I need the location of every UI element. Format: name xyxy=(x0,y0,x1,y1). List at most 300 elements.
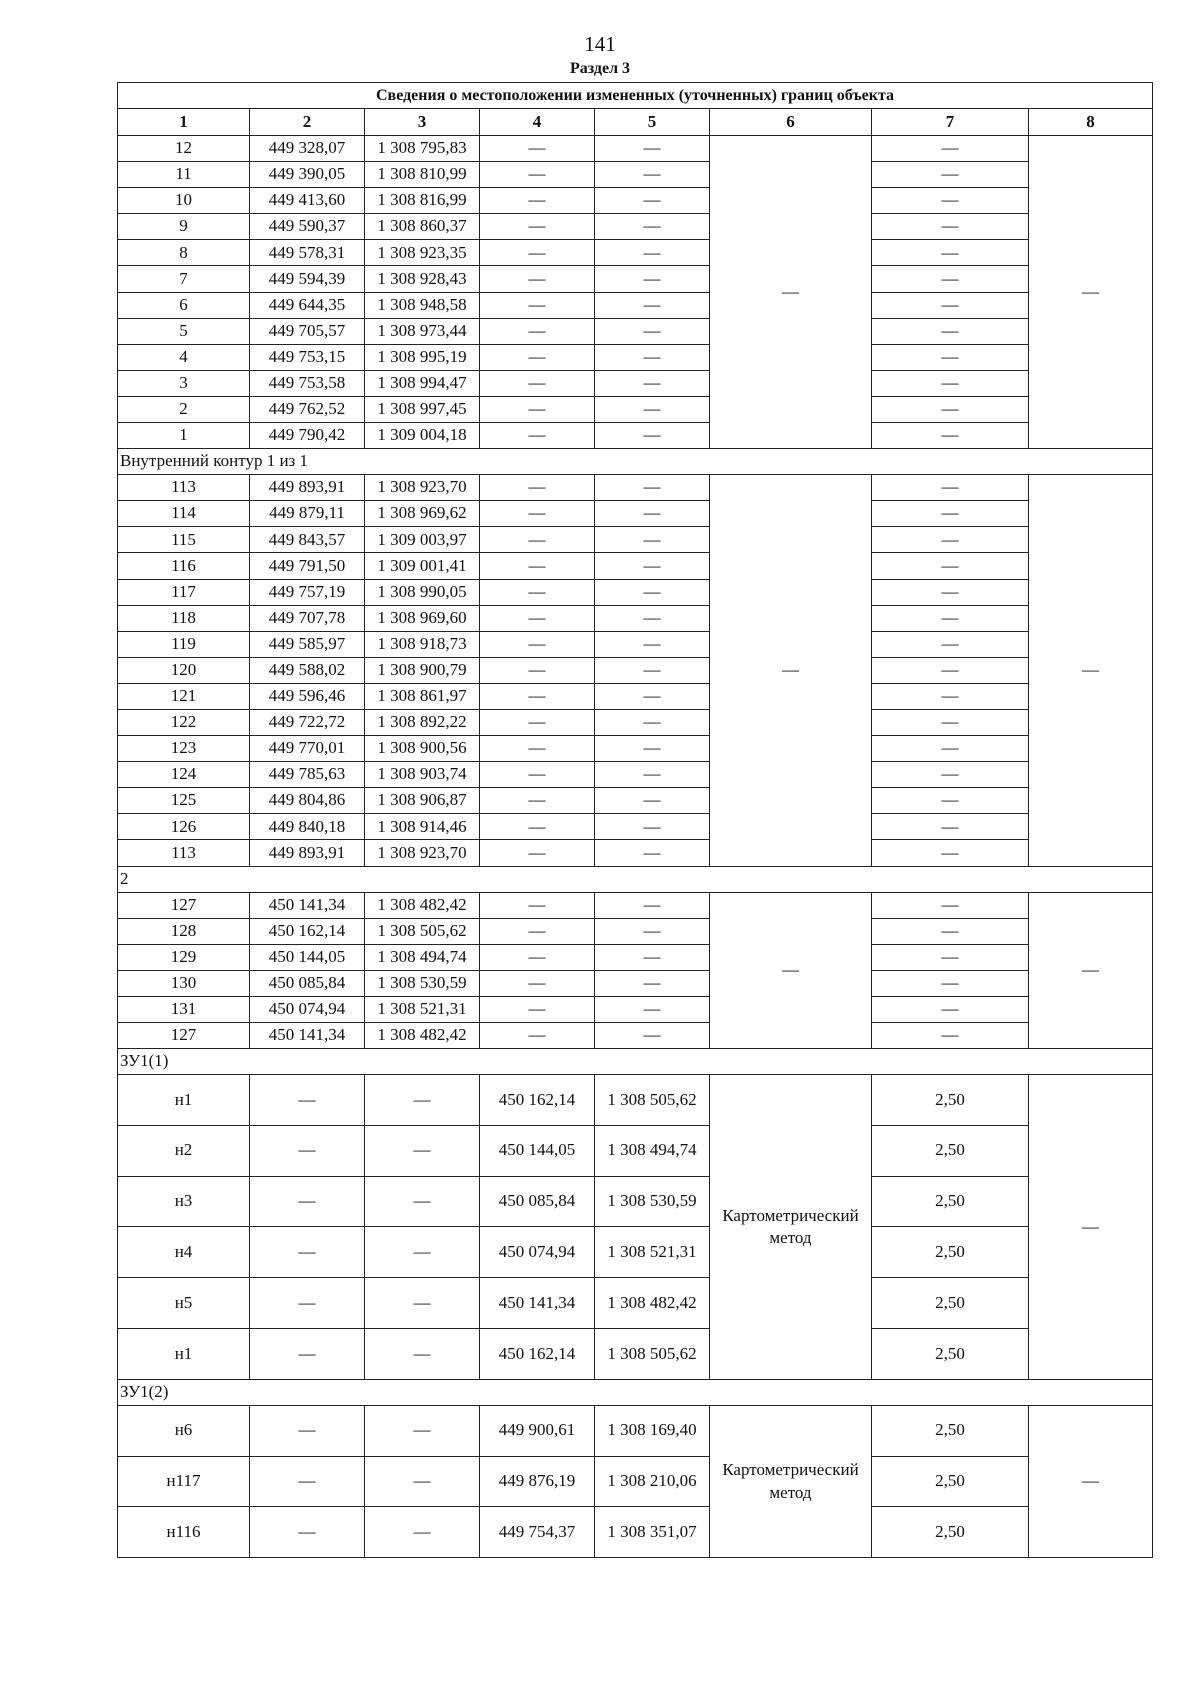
table-cell: — xyxy=(480,788,595,814)
table-cell: 1 308 997,45 xyxy=(365,396,480,422)
table-cell: 1 308 861,97 xyxy=(365,683,480,709)
table-cell: 1 308 351,07 xyxy=(595,1507,710,1558)
table-row xyxy=(118,1507,1153,1558)
table-cell: — xyxy=(595,579,710,605)
table-row xyxy=(118,475,1153,501)
table-cell: 1 308 969,62 xyxy=(365,501,480,527)
table-cell: — xyxy=(872,814,1029,840)
table-row xyxy=(118,1278,1153,1329)
table-row xyxy=(118,344,1153,370)
method-cell: — xyxy=(710,475,872,866)
contour-header: 2 xyxy=(118,866,1153,892)
table-cell: — xyxy=(480,1023,595,1049)
table-cell: 1 309 004,18 xyxy=(365,423,480,449)
table-cell: — xyxy=(872,970,1029,996)
column-header: 8 xyxy=(1029,109,1153,136)
column-header: 1 xyxy=(118,109,250,136)
table-row xyxy=(118,318,1153,344)
table-cell: — xyxy=(365,1456,480,1507)
table-cell: 449 879,11 xyxy=(250,501,365,527)
table-cell: — xyxy=(595,892,710,918)
table-cell: — xyxy=(250,1227,365,1278)
table-cell: 119 xyxy=(118,631,250,657)
table-row xyxy=(118,292,1153,318)
table-row xyxy=(118,1405,1153,1456)
table-cell: 449 876,19 xyxy=(480,1456,595,1507)
table-row xyxy=(118,970,1153,996)
table-cell: — xyxy=(872,214,1029,240)
table-cell: 7 xyxy=(118,266,250,292)
table-cell: — xyxy=(872,683,1029,709)
table-cell: 449 804,86 xyxy=(250,788,365,814)
table-row xyxy=(118,918,1153,944)
table-row xyxy=(118,788,1153,814)
table-cell: — xyxy=(480,683,595,709)
table-cell: 449 585,97 xyxy=(250,631,365,657)
table-cell: 1 308 210,06 xyxy=(595,1456,710,1507)
table-cell: — xyxy=(480,475,595,501)
table-cell: — xyxy=(872,579,1029,605)
table-cell: 2 xyxy=(118,396,250,422)
table-cell: 450 162,14 xyxy=(250,918,365,944)
table-cell: 449 596,46 xyxy=(250,683,365,709)
table-cell: — xyxy=(872,944,1029,970)
table-cell: 123 xyxy=(118,736,250,762)
table-cell: н4 xyxy=(118,1227,250,1278)
table-cell: — xyxy=(480,840,595,866)
table-cell: — xyxy=(872,501,1029,527)
table-cell: 450 162,14 xyxy=(480,1075,595,1126)
table-cell: 118 xyxy=(118,605,250,631)
table-cell: — xyxy=(595,709,710,735)
table-row xyxy=(118,214,1153,240)
table-cell: — xyxy=(595,292,710,318)
table-row xyxy=(118,1176,1153,1227)
table-cell: 126 xyxy=(118,814,250,840)
table-cell: 449 390,05 xyxy=(250,162,365,188)
table-cell: 2,50 xyxy=(872,1125,1029,1176)
table-cell: 1 308 914,46 xyxy=(365,814,480,840)
table-cell: — xyxy=(480,970,595,996)
table-cell: 115 xyxy=(118,527,250,553)
contour-header-row xyxy=(118,1379,1153,1405)
table-cell: — xyxy=(595,136,710,162)
method-cell: — xyxy=(710,892,872,1049)
table-cell: 12 xyxy=(118,136,250,162)
table-cell: — xyxy=(872,370,1029,396)
table-cell: 11 xyxy=(118,162,250,188)
table-cell: 120 xyxy=(118,657,250,683)
table-cell: 449 893,91 xyxy=(250,840,365,866)
table-row xyxy=(118,736,1153,762)
table-cell: — xyxy=(480,292,595,318)
table-cell: — xyxy=(365,1278,480,1329)
table-row xyxy=(118,370,1153,396)
table-cell: — xyxy=(595,683,710,709)
table-row xyxy=(118,683,1153,709)
table-cell: — xyxy=(250,1125,365,1176)
table-cell: 2,50 xyxy=(872,1227,1029,1278)
table-row xyxy=(118,527,1153,553)
table-cell: 113 xyxy=(118,475,250,501)
table-cell: 449 707,78 xyxy=(250,605,365,631)
table-cell: 1 308 860,37 xyxy=(365,214,480,240)
contour-header: ЗУ1(2) xyxy=(118,1379,1153,1405)
table-cell: — xyxy=(595,318,710,344)
merged-cell: — xyxy=(1029,136,1153,449)
page-number: 141 xyxy=(584,32,616,56)
table-row xyxy=(118,579,1153,605)
table-cell: 1 308 505,62 xyxy=(595,1329,710,1380)
table-cell: 1 309 001,41 xyxy=(365,553,480,579)
table-row xyxy=(118,762,1153,788)
table-cell: н5 xyxy=(118,1278,250,1329)
table-cell: н3 xyxy=(118,1176,250,1227)
table-cell: — xyxy=(480,527,595,553)
table-cell: 1 308 969,60 xyxy=(365,605,480,631)
table-cell: 449 754,37 xyxy=(480,1507,595,1558)
table-cell: — xyxy=(365,1075,480,1126)
table-cell: 450 144,05 xyxy=(250,944,365,970)
table-row xyxy=(118,423,1153,449)
table-cell: — xyxy=(595,1023,710,1049)
table-cell: — xyxy=(872,475,1029,501)
table-cell: 2,50 xyxy=(872,1075,1029,1126)
table-cell: — xyxy=(872,188,1029,214)
table-cell: 1 308 795,83 xyxy=(365,136,480,162)
table-cell: — xyxy=(872,762,1029,788)
table-cell: — xyxy=(250,1176,365,1227)
method-cell: — xyxy=(710,136,872,449)
table-cell: н2 xyxy=(118,1125,250,1176)
table-cell: 450 085,84 xyxy=(480,1176,595,1227)
table-cell: 449 840,18 xyxy=(250,814,365,840)
table-cell: — xyxy=(480,579,595,605)
table-cell: — xyxy=(595,553,710,579)
table-cell: 449 328,07 xyxy=(250,136,365,162)
table-cell: 1 308 494,74 xyxy=(365,944,480,970)
table-cell: 8 xyxy=(118,240,250,266)
table-cell: 449 590,37 xyxy=(250,214,365,240)
table-cell: 449 753,15 xyxy=(250,344,365,370)
table-cell: 449 753,58 xyxy=(250,370,365,396)
table-cell: 450 144,05 xyxy=(480,1125,595,1176)
table-row xyxy=(118,1329,1153,1380)
merged-cell: — xyxy=(1029,892,1153,1049)
table-cell: — xyxy=(595,475,710,501)
table-cell: — xyxy=(595,814,710,840)
table-cell: — xyxy=(595,605,710,631)
table-row xyxy=(118,1075,1153,1126)
table-row xyxy=(118,814,1153,840)
table-cell: — xyxy=(872,292,1029,318)
table-row xyxy=(118,631,1153,657)
table-cell: — xyxy=(480,266,595,292)
table-cell: 1 308 521,31 xyxy=(595,1227,710,1278)
table-cell: 1 308 482,42 xyxy=(365,1023,480,1049)
table-cell: — xyxy=(595,344,710,370)
table-cell: — xyxy=(595,657,710,683)
table-cell: — xyxy=(595,396,710,422)
table-cell: — xyxy=(595,631,710,657)
table-cell: 127 xyxy=(118,1023,250,1049)
table-cell: 1 308 923,35 xyxy=(365,240,480,266)
table-cell: 1 308 482,42 xyxy=(365,892,480,918)
table-cell: — xyxy=(480,396,595,422)
table-cell: 2,50 xyxy=(872,1405,1029,1456)
table-cell: — xyxy=(595,970,710,996)
table-cell: — xyxy=(365,1227,480,1278)
table-cell: — xyxy=(872,736,1029,762)
section-title: Раздел 3 xyxy=(569,60,631,77)
table-cell: — xyxy=(595,266,710,292)
table-cell: 449 413,60 xyxy=(250,188,365,214)
table-cell: н1 xyxy=(118,1075,250,1126)
table-cell: 2,50 xyxy=(872,1329,1029,1380)
table-row xyxy=(118,1456,1153,1507)
table-cell: 450 162,14 xyxy=(480,1329,595,1380)
table-cell: — xyxy=(595,162,710,188)
table-cell: н6 xyxy=(118,1405,250,1456)
table-cell: н117 xyxy=(118,1456,250,1507)
table-cell: — xyxy=(480,162,595,188)
table-cell: — xyxy=(480,605,595,631)
table-row xyxy=(118,996,1153,1022)
table-cell: — xyxy=(250,1329,365,1380)
table-cell: 4 xyxy=(118,344,250,370)
boundary-coordinates-table xyxy=(117,82,1153,1558)
table-cell: 1 308 973,44 xyxy=(365,318,480,344)
table-cell: — xyxy=(250,1278,365,1329)
table-cell: 121 xyxy=(118,683,250,709)
table-cell: 449 790,42 xyxy=(250,423,365,449)
table-cell: 2,50 xyxy=(872,1507,1029,1558)
column-header: 4 xyxy=(480,109,595,136)
table-cell: 130 xyxy=(118,970,250,996)
table-cell: н116 xyxy=(118,1507,250,1558)
table-cell: 9 xyxy=(118,214,250,240)
table-cell: 1 308 928,43 xyxy=(365,266,480,292)
table-cell: — xyxy=(480,814,595,840)
table-cell: — xyxy=(480,501,595,527)
table-cell: — xyxy=(872,240,1029,266)
table-cell: — xyxy=(595,918,710,944)
table-cell: — xyxy=(480,944,595,970)
table-cell: — xyxy=(872,657,1029,683)
table-cell: 1 308 948,58 xyxy=(365,292,480,318)
table-cell: 1 308 505,62 xyxy=(365,918,480,944)
table-cell: — xyxy=(480,553,595,579)
table-cell: 449 705,57 xyxy=(250,318,365,344)
table-cell: 449 762,52 xyxy=(250,396,365,422)
table-cell: — xyxy=(480,318,595,344)
table-cell: 5 xyxy=(118,318,250,344)
table-cell: 449 757,19 xyxy=(250,579,365,605)
table-cell: 449 785,63 xyxy=(250,762,365,788)
table-cell: 449 722,72 xyxy=(250,709,365,735)
table-cell: 1 308 494,74 xyxy=(595,1125,710,1176)
table-cell: — xyxy=(872,162,1029,188)
table-cell: — xyxy=(365,1125,480,1176)
table-cell: — xyxy=(595,840,710,866)
table-cell: 1 308 505,62 xyxy=(595,1075,710,1126)
table-cell: — xyxy=(480,423,595,449)
table-cell: 122 xyxy=(118,709,250,735)
table-cell: — xyxy=(595,527,710,553)
column-header: 3 xyxy=(365,109,480,136)
column-number-row xyxy=(118,109,1153,136)
table-cell: — xyxy=(480,240,595,266)
table-cell: — xyxy=(872,266,1029,292)
table-row xyxy=(118,553,1153,579)
table-cell: 6 xyxy=(118,292,250,318)
table-cell: — xyxy=(595,788,710,814)
table-cell: — xyxy=(595,188,710,214)
table-cell: 450 141,34 xyxy=(480,1278,595,1329)
table-cell: 10 xyxy=(118,188,250,214)
table-cell: 449 770,01 xyxy=(250,736,365,762)
table-cell: 131 xyxy=(118,996,250,1022)
table-cell: — xyxy=(595,736,710,762)
table-cell: 1 308 918,73 xyxy=(365,631,480,657)
column-header: 7 xyxy=(872,109,1029,136)
table-cell: — xyxy=(480,370,595,396)
table-cell: 450 141,34 xyxy=(250,1023,365,1049)
table-row xyxy=(118,709,1153,735)
table-cell: 449 578,31 xyxy=(250,240,365,266)
table-cell: 1 xyxy=(118,423,250,449)
table-cell: — xyxy=(480,188,595,214)
contour-header: Внутренний контур 1 из 1 xyxy=(118,449,1153,475)
table-cell: — xyxy=(480,657,595,683)
table-cell: 449 843,57 xyxy=(250,527,365,553)
table-cell: 1 309 003,97 xyxy=(365,527,480,553)
table-row xyxy=(118,892,1153,918)
table-cell: — xyxy=(480,214,595,240)
column-header: 6 xyxy=(710,109,872,136)
table-cell: 450 085,84 xyxy=(250,970,365,996)
table-cell: 124 xyxy=(118,762,250,788)
table-cell: 1 308 900,56 xyxy=(365,736,480,762)
table-row xyxy=(118,1125,1153,1176)
table-cell: 114 xyxy=(118,501,250,527)
table-row xyxy=(118,188,1153,214)
table-cell: — xyxy=(595,944,710,970)
table-cell: — xyxy=(480,709,595,735)
table-cell: — xyxy=(365,1329,480,1380)
table-cell: — xyxy=(872,344,1029,370)
table-cell: — xyxy=(872,605,1029,631)
table-cell: — xyxy=(872,527,1029,553)
table-cell: 1 308 923,70 xyxy=(365,475,480,501)
table-cell: 1 308 995,19 xyxy=(365,344,480,370)
table-row xyxy=(118,657,1153,683)
table-row xyxy=(118,944,1153,970)
table-row xyxy=(118,396,1153,422)
table-cell: 1 308 169,40 xyxy=(595,1405,710,1456)
table-cell: — xyxy=(872,709,1029,735)
table-cell: 113 xyxy=(118,840,250,866)
table-cell: — xyxy=(872,892,1029,918)
merged-cell: — xyxy=(1029,1405,1153,1557)
table-cell: — xyxy=(595,996,710,1022)
table-row xyxy=(118,136,1153,162)
table-cell: — xyxy=(250,1507,365,1558)
table-cell: 2,50 xyxy=(872,1278,1029,1329)
table-cell: — xyxy=(480,762,595,788)
table-row xyxy=(118,840,1153,866)
table-cell: — xyxy=(365,1507,480,1558)
table-cell: — xyxy=(872,631,1029,657)
table-cell: 450 074,94 xyxy=(250,996,365,1022)
table-cell: — xyxy=(595,370,710,396)
table-cell: — xyxy=(250,1075,365,1126)
table-cell: — xyxy=(872,318,1029,344)
table-cell: — xyxy=(595,762,710,788)
table-cell: — xyxy=(365,1176,480,1227)
table-cell: 1 308 530,59 xyxy=(365,970,480,996)
table-cell: 449 893,91 xyxy=(250,475,365,501)
table-cell: — xyxy=(250,1456,365,1507)
table-cell: — xyxy=(480,736,595,762)
table-cell: — xyxy=(480,892,595,918)
table-row xyxy=(118,501,1153,527)
table-cell: — xyxy=(872,423,1029,449)
table-cell: — xyxy=(872,396,1029,422)
table-cell: 2,50 xyxy=(872,1176,1029,1227)
table-cell: — xyxy=(480,918,595,944)
table-cell: — xyxy=(872,788,1029,814)
table-cell: 449 900,61 xyxy=(480,1405,595,1456)
table-cell: 1 308 530,59 xyxy=(595,1176,710,1227)
contour-header-row xyxy=(118,1049,1153,1075)
table-cell: 1 308 900,79 xyxy=(365,657,480,683)
table-cell: 449 644,35 xyxy=(250,292,365,318)
table-cell: 1 308 903,74 xyxy=(365,762,480,788)
table-title: Сведения о местоположении измененных (уточненных) границ объекта xyxy=(118,83,1153,109)
table-cell: — xyxy=(595,423,710,449)
table-cell: 1 308 994,47 xyxy=(365,370,480,396)
table-cell: 125 xyxy=(118,788,250,814)
method-cell: Картометрический метод xyxy=(710,1075,872,1380)
table-cell: 117 xyxy=(118,579,250,605)
table-cell: — xyxy=(480,136,595,162)
table-cell: — xyxy=(872,840,1029,866)
table-cell: — xyxy=(595,501,710,527)
table-cell: 450 074,94 xyxy=(480,1227,595,1278)
table-cell: 129 xyxy=(118,944,250,970)
column-header: 2 xyxy=(250,109,365,136)
table-row xyxy=(118,1227,1153,1278)
merged-cell: — xyxy=(1029,475,1153,866)
table-cell: 449 791,50 xyxy=(250,553,365,579)
table-cell: — xyxy=(595,240,710,266)
table-row xyxy=(118,240,1153,266)
table-cell: — xyxy=(595,214,710,240)
table-row xyxy=(118,266,1153,292)
table-cell: 1 308 923,70 xyxy=(365,840,480,866)
table-cell: 1 308 521,31 xyxy=(365,996,480,1022)
table-cell: — xyxy=(365,1405,480,1456)
table-cell: 450 141,34 xyxy=(250,892,365,918)
table-cell: 1 308 906,87 xyxy=(365,788,480,814)
table-cell: — xyxy=(872,996,1029,1022)
contour-header-row xyxy=(118,449,1153,475)
table-cell: 116 xyxy=(118,553,250,579)
table-row xyxy=(118,1023,1153,1049)
table-cell: — xyxy=(250,1405,365,1456)
table-cell: 449 588,02 xyxy=(250,657,365,683)
